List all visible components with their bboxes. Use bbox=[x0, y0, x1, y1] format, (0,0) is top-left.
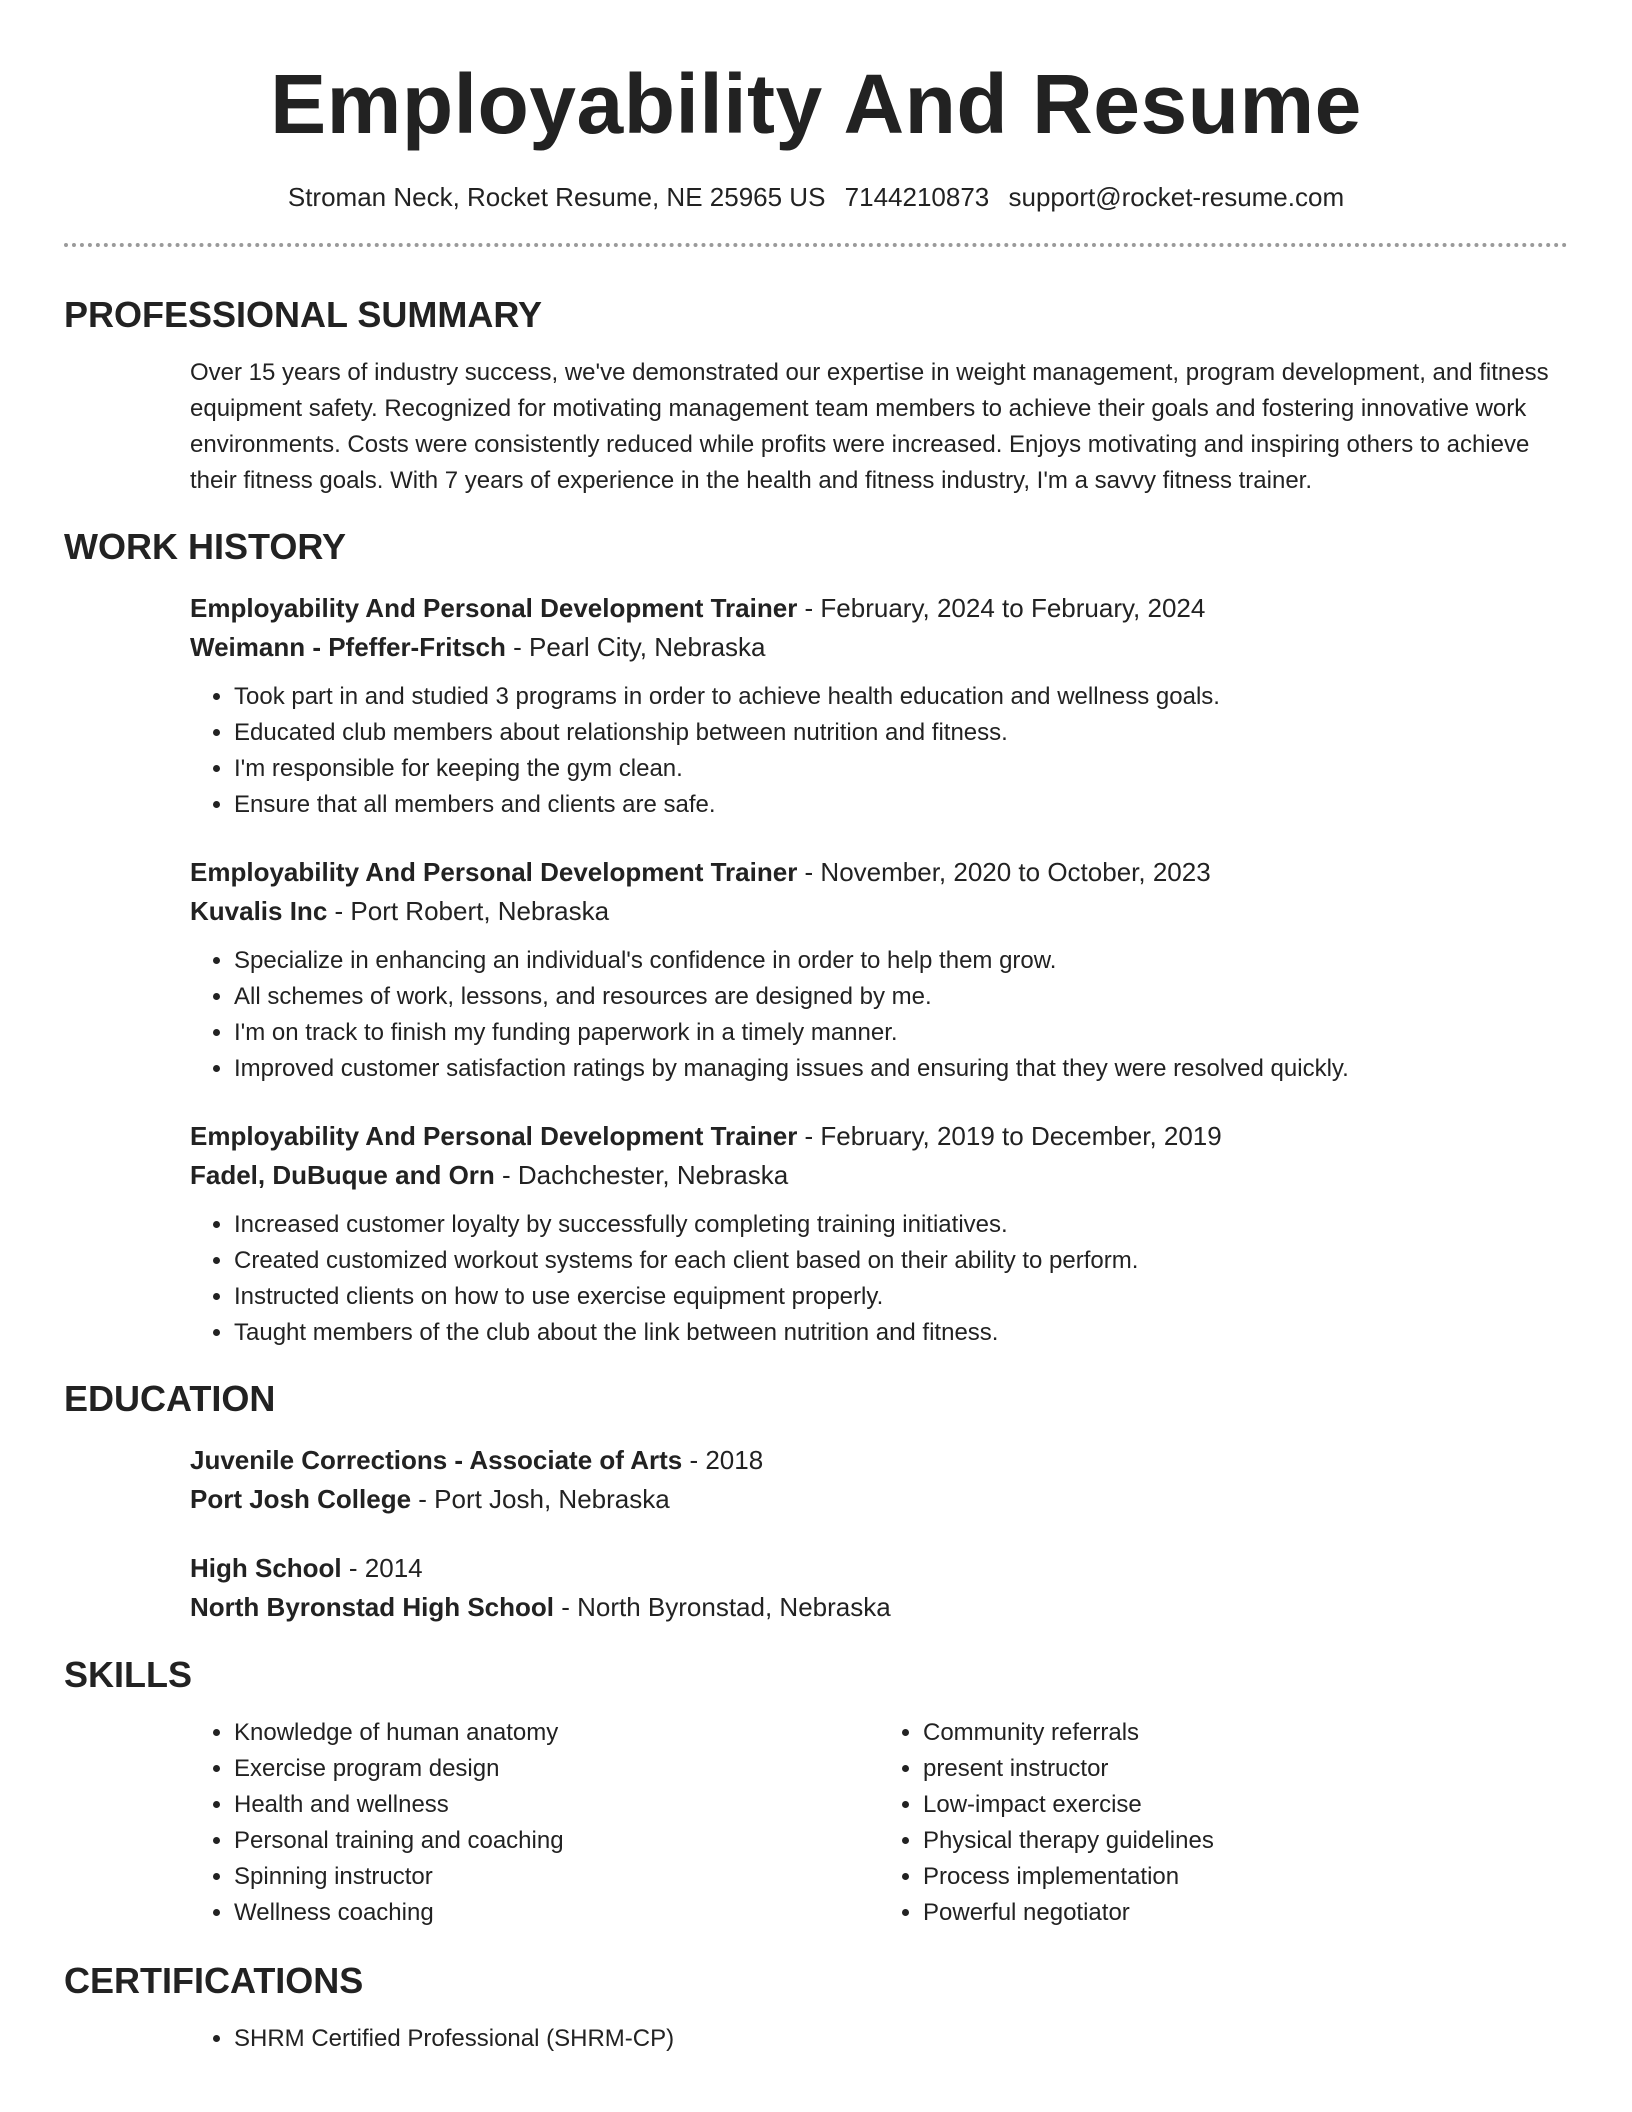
summary-text: Over 15 years of industry success, we've demonstrated our expertise in weight management, program development, and fitness equipment safety. Recognized for motivating management team members to achieve their goals and fostering innovative work environments. Costs were consistently reduced while profits were increased. Enjoys motivating and inspiring others to achieve their fitness goals. With 7 years of experience in the health and fitness industry, I'm a savvy fitness trainer. bbox=[190, 359, 1549, 495]
job-dates: - November, 2020 to October, 2023 bbox=[797, 857, 1211, 888]
skill-item: • Spinning instructor bbox=[234, 1859, 879, 1895]
job-bullet: • I'm responsible for keeping the gym clean. bbox=[234, 751, 1568, 787]
certifications-heading: CERTIFICATIONS bbox=[64, 1960, 364, 2002]
skill-item: • present instructor bbox=[923, 1751, 1568, 1787]
skills-column-right bbox=[879, 1715, 1568, 1931]
education-school: Port Josh College bbox=[190, 1484, 412, 1515]
education-degree: High School bbox=[190, 1553, 342, 1584]
job-bullets bbox=[190, 943, 1568, 1087]
contact-address: Stroman Neck, Rocket Resume, NE 25965 US bbox=[287, 182, 826, 212]
certifications-list bbox=[190, 2021, 1568, 2057]
skill-item: • Process implementation bbox=[923, 1859, 1568, 1895]
skills-heading: SKILLS bbox=[64, 1654, 193, 1696]
skills-list bbox=[190, 1715, 1568, 1931]
job-company: Kuvalis Inc bbox=[190, 896, 328, 927]
resume-name: Employability And Resume bbox=[270, 57, 1362, 151]
education-school: North Byronstad High School bbox=[190, 1592, 554, 1623]
education-location: - Port Josh, Nebraska bbox=[411, 1484, 670, 1515]
job-company: Weimann - Pfeffer-Fritsch bbox=[190, 632, 506, 663]
skill-item: • Health and wellness bbox=[234, 1787, 879, 1823]
skill-item: • Exercise program design bbox=[234, 1751, 879, 1787]
skill-item: • Knowledge of human anatomy bbox=[234, 1715, 879, 1751]
job-location: - Port Robert, Nebraska bbox=[327, 896, 610, 927]
summary-heading: PROFESSIONAL SUMMARY bbox=[64, 294, 543, 336]
skill-item: • Powerful negotiator bbox=[923, 1895, 1568, 1931]
job-entry bbox=[190, 589, 1568, 823]
job-bullet: • Improved customer satisfaction ratings by managing issues and ensuring that they were resolved quickly. bbox=[234, 1051, 1568, 1087]
job-company-line bbox=[190, 892, 1568, 931]
contact-email: support@rocket-resume.com bbox=[1008, 182, 1345, 212]
education-entry bbox=[190, 1441, 1568, 1519]
skills-column-left bbox=[190, 1715, 879, 1931]
education-heading: EDUCATION bbox=[64, 1378, 276, 1420]
work-history-heading: WORK HISTORY bbox=[64, 526, 347, 568]
contact-line bbox=[64, 182, 1568, 213]
education-degree-line bbox=[190, 1549, 1568, 1588]
education-year: - 2014 bbox=[341, 1553, 423, 1584]
job-role: Employability And Personal Development Trainer bbox=[190, 857, 798, 888]
job-bullet: • Increased customer loyalty by successfully completing training initiatives. bbox=[234, 1207, 1568, 1243]
job-company-line bbox=[190, 1156, 1568, 1195]
job-location: - Pearl City, Nebraska bbox=[505, 632, 766, 663]
education-location: - North Byronstad, Nebraska bbox=[554, 1592, 891, 1623]
job-role: Employability And Personal Development Trainer bbox=[190, 593, 798, 624]
job-company: Fadel, DuBuque and Orn bbox=[190, 1160, 495, 1191]
certification-item: • SHRM Certified Professional (SHRM-CP) bbox=[234, 2021, 1568, 2057]
education-school-line bbox=[190, 1588, 1568, 1627]
job-bullet: • Took part in and studied 3 programs in order to achieve health education and wellness goals. bbox=[234, 679, 1568, 715]
job-entry bbox=[190, 853, 1568, 1087]
job-bullets bbox=[190, 679, 1568, 823]
job-role: Employability And Personal Development Trainer bbox=[190, 1121, 798, 1152]
job-bullet: • I'm on track to finish my funding paperwork in a timely manner. bbox=[234, 1015, 1568, 1051]
header-divider bbox=[64, 243, 1568, 247]
job-bullet: • Educated club members about relationship between nutrition and fitness. bbox=[234, 715, 1568, 751]
education-year: - 2018 bbox=[682, 1445, 764, 1476]
job-bullet: • Created customized workout systems for each client based on their ability to perform. bbox=[234, 1243, 1568, 1279]
certifications-bullets bbox=[190, 2021, 1568, 2057]
skill-item: • Low-impact exercise bbox=[923, 1787, 1568, 1823]
skill-item: • Community referrals bbox=[923, 1715, 1568, 1751]
skill-item: • Physical therapy guidelines bbox=[923, 1823, 1568, 1859]
contact-phone: 7144210873 bbox=[844, 182, 990, 212]
job-bullet: • Taught members of the club about the link between nutrition and fitness. bbox=[234, 1315, 1568, 1351]
job-title-line bbox=[190, 1117, 1568, 1156]
education-entry bbox=[190, 1549, 1568, 1627]
job-title-line bbox=[190, 853, 1568, 892]
job-entry bbox=[190, 1117, 1568, 1351]
education-school-line bbox=[190, 1480, 1568, 1519]
job-bullet: • Ensure that all members and clients are safe. bbox=[234, 787, 1568, 823]
education-degree-line bbox=[190, 1441, 1568, 1480]
job-dates: - February, 2019 to December, 2019 bbox=[797, 1121, 1222, 1152]
job-company-line bbox=[190, 628, 1568, 667]
job-bullet: • Instructed clients on how to use exercise equipment properly. bbox=[234, 1279, 1568, 1315]
job-bullet: • Specialize in enhancing an individual's confidence in order to help them grow. bbox=[234, 943, 1568, 979]
skill-item: • Personal training and coaching bbox=[234, 1823, 879, 1859]
job-bullet: • All schemes of work, lessons, and resources are designed by me. bbox=[234, 979, 1568, 1015]
education-degree: Juvenile Corrections - Associate of Arts bbox=[190, 1445, 683, 1476]
job-bullets bbox=[190, 1207, 1568, 1351]
job-title-line bbox=[190, 589, 1568, 628]
job-location: - Dachchester, Nebraska bbox=[494, 1160, 789, 1191]
skill-item: • Wellness coaching bbox=[234, 1895, 879, 1931]
job-dates: - February, 2024 to February, 2024 bbox=[797, 593, 1206, 624]
